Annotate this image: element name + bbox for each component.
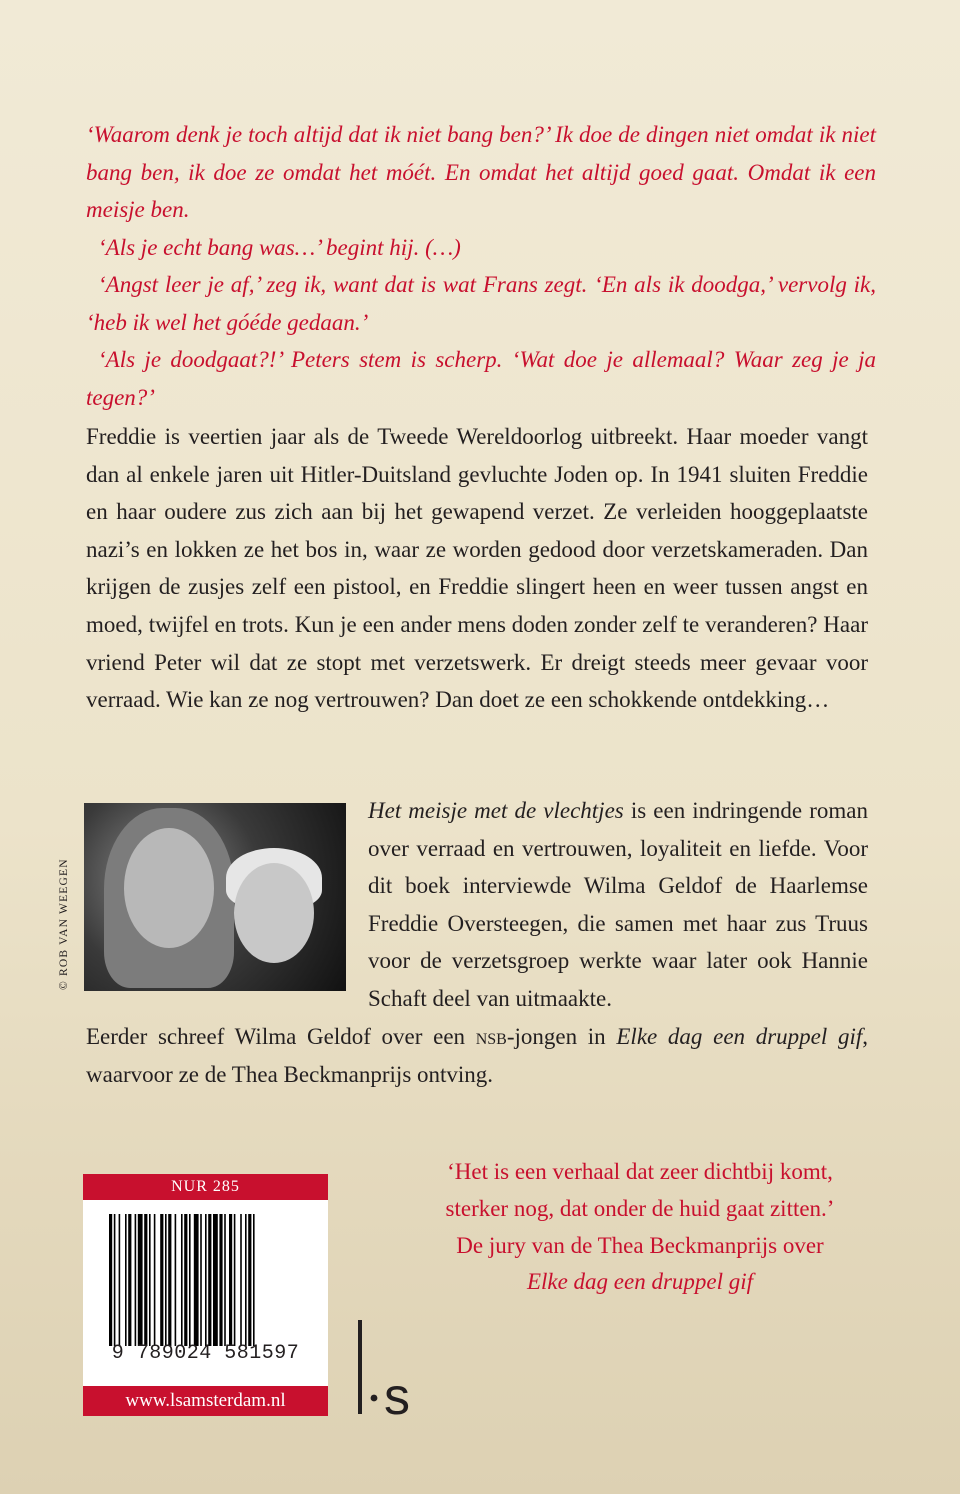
review-line-4: Elke dag een druppel gif (526, 1269, 754, 1295)
quote-paragraph-2: ‘Als je echt bang was…’ begint hij. (…) (98, 234, 461, 260)
book-summary: Freddie is veertien jaar als de Tweede Wereldoorlog uitbreekt. Haar moeder vangt dan al enkele jaren uit Hitler-Duitsland gevluchte Joden op. In 1941 sluiten Freddie en haar oudere zus zich aan bij het gewapend verzet. Ze verleiden hooggeplaatste nazi’s en lokken ze het bos in, waar ze worden gedood door verzetskameraden. Dan krijgen de zusjes zelf een pistool, en Freddie slingert heen en weer tussen angst en moed, twijfel en trots. Kun je een ander mens doden zonder zelf te veranderen? Haar vriend Peter wil dat ze stopt met verzetswerk. Er dreigt steeds meer gevaar voor verraad. Wie kan ze nog vertrouwen? Dan doet ze een schokkende ontdekking… (86, 424, 868, 713)
about-author-text (86, 1018, 868, 1093)
svg-text:s: s (384, 1368, 410, 1420)
barcode-block (83, 1174, 328, 1416)
about-text-2-pre: Eerder schreef Wilma Geldof over een (86, 1024, 476, 1049)
nur-label: NUR 285 (83, 1174, 328, 1200)
review-line-2: sterker nog, dat onder de huid gaat zitten.’ (445, 1195, 835, 1221)
quote-paragraph-4: ‘Als je doodgaat?!’ Peters stem is scherp. ‘Wat doe je allemaal? Waar zeg je ja tegen?’ (86, 347, 876, 410)
author-photo (84, 803, 346, 991)
about-text-2-post: , waarvoor ze de Thea Beckmanprijs ontving. (86, 1024, 868, 1087)
nsb-abbrev: nsb (475, 1024, 507, 1049)
review-line-3: De jury van de Thea Beckmanprijs over (456, 1232, 824, 1258)
about-text-2-mid: -jongen in (506, 1024, 617, 1049)
review-line-1: ‘Het is een verhaal dat zeer dichtbij komt, (447, 1159, 833, 1184)
quote-paragraph-3: ‘Angst leer je af,’ zeg ik, want dat is wat Frans zegt. ‘En als ik doodga,’ vervolg ik, ‘heb ik wel het góéde gedaan.’ (86, 272, 876, 335)
other-book-title: Elke dag een druppel gif (616, 1024, 863, 1049)
about-text-1: is een indringende roman over verraad en vertrouwen, loyaliteit en liefde. Voor dit boek interviewde Wilma Geldof de Haarlemse Freddie Oversteegen, die samen met haar zus Truus voor de verzetsgroep werkte waar later ook Hannie Schaft deel van uitmaakte. (368, 798, 868, 1011)
publisher-url: www.lsamsterdam.nl (83, 1386, 328, 1416)
about-book-text (368, 792, 868, 1018)
opening-quote (86, 116, 876, 416)
quote-paragraph-1: ‘Waarom denk je toch altijd dat ik niet bang ben?’ Ik doe de dingen niet omdat ik niet bang ben, ik doe ze omdat het móét. En omdat het altijd goed gaat. Omdat ik een meisje ben. (86, 122, 876, 222)
jury-review (420, 1154, 860, 1301)
isbn-number: 9 789024 581597 (111, 1342, 300, 1365)
publisher-logo-icon (354, 1320, 434, 1420)
barcode-icon (109, 1214, 303, 1346)
photo-credit: © ROB VAN WEEGEN (58, 858, 70, 990)
book-title: Het meisje met de vlechtjes (368, 798, 624, 823)
